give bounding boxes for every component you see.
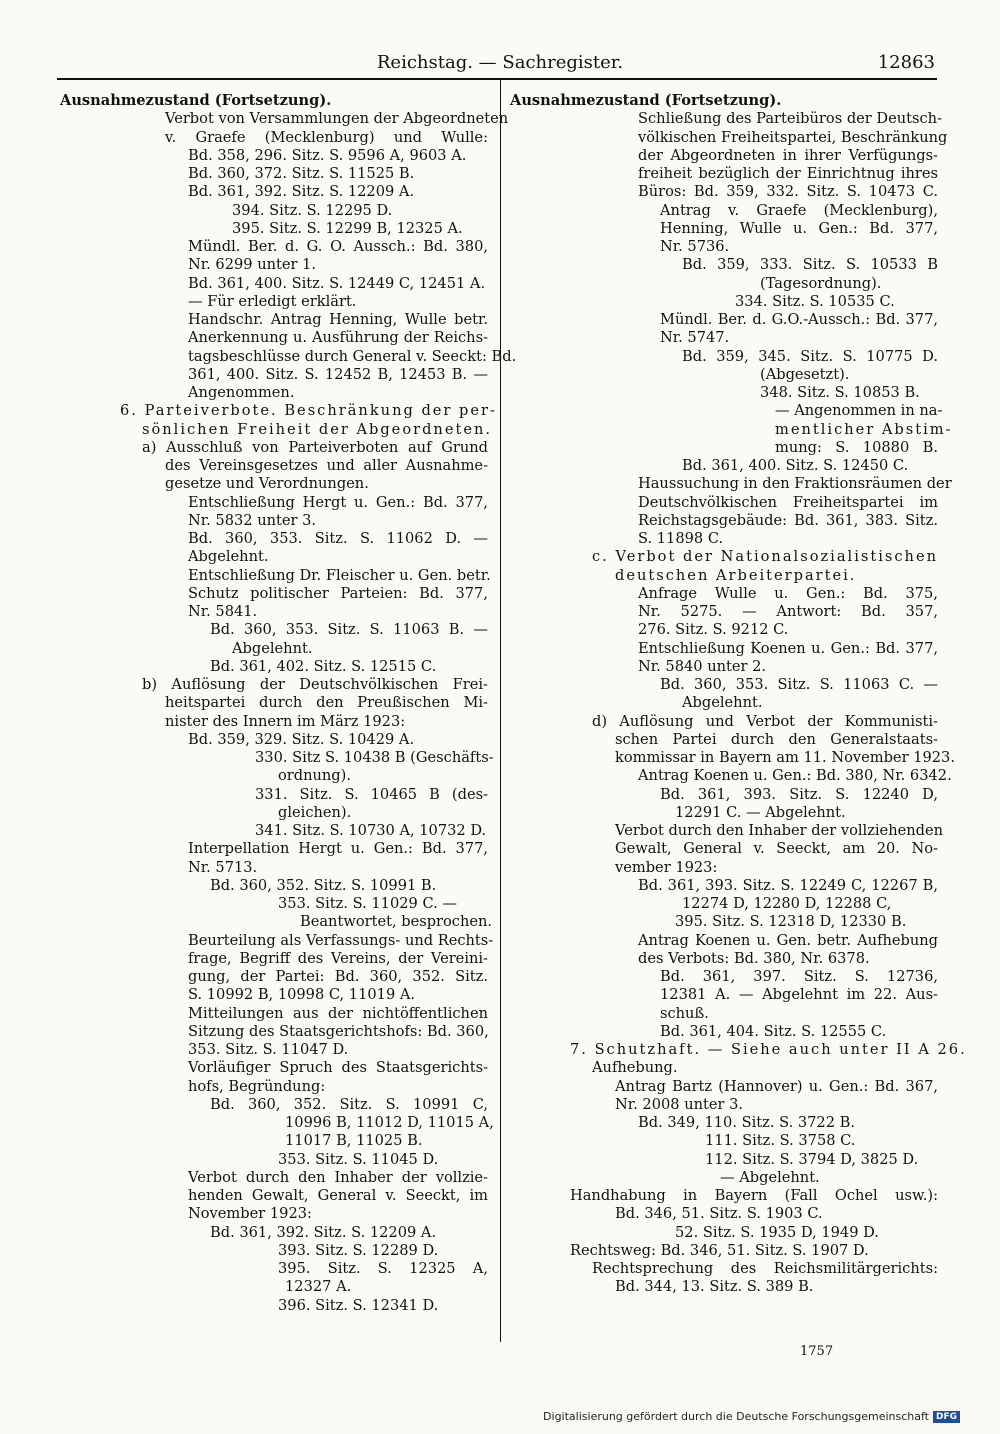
index-line: Bd. 361, 392. Sitz. S. 12209 A.	[188, 183, 415, 201]
index-line: 353. Sitz. S. 11045 D.	[278, 1150, 439, 1168]
index-line: 395. Sitz. S. 12325 A,	[278, 1260, 488, 1277]
index-line: Reichstagsgebäude: Bd. 361, 383. Sitz.	[638, 511, 938, 529]
index-line: Entschließung Dr. Fleischer u. Gen. betr.	[188, 566, 491, 584]
index-line: 396. Sitz. S. 12341 D.	[278, 1296, 439, 1314]
index-line: Bd. 359, 329. Sitz. S. 10429 A.	[188, 730, 415, 748]
index-line: Nr. 5840 unter 2.	[638, 657, 767, 675]
index-line: frage, Begriff des Vereins, der Vereini-	[188, 949, 488, 967]
digitization-credit	[543, 1410, 960, 1423]
index-line: 52. Sitz. S. 1935 D, 1949 D.	[675, 1223, 879, 1241]
index-line: Anerkennung u. Ausführung der Reichs-	[188, 329, 488, 347]
index-line: 10996 B, 11012 D, 11015 A,	[285, 1114, 494, 1131]
page-header	[0, 0, 1000, 76]
column-number: 1757	[800, 1344, 834, 1359]
index-line: 334. Sitz. S. 10535 C.	[735, 292, 895, 310]
index-line: Bd. 360, 352. Sitz. S. 10991 B.	[210, 876, 437, 894]
index-line: gung, der Partei: Bd. 360, 352. Sitz.	[188, 968, 488, 985]
index-line: — Für erledigt erklärt.	[188, 292, 357, 310]
index-line: nister des Innern im März 1923:	[165, 712, 406, 730]
index-line: Bd. 359, 333. Sitz. S. 10533 B	[682, 256, 938, 274]
index-line: 395. Sitz. S. 12318 D, 12330 B.	[675, 913, 907, 931]
index-line: Bd. 360, 353. Sitz. S. 11063 C. —	[660, 676, 938, 693]
index-line: Bd. 344, 13. Sitz. S. 389 B.	[615, 1278, 814, 1296]
index-line: 7. Schutzhaft. — Siehe auch unter II A 26.	[570, 1041, 967, 1058]
index-line: 11017 B, 11025 B.	[285, 1132, 423, 1150]
index-line: hofs, Begründung:	[188, 1077, 326, 1095]
index-line: 395. Sitz. S. 12299 B, 12325 A.	[232, 219, 463, 237]
index-line: S. 10992 B, 10998 C, 11019 A.	[188, 986, 416, 1004]
index-line: Antrag Koenen u. Gen.: Bd. 380, Nr. 6342.	[638, 767, 952, 785]
index-line: — Angenommen in na-	[775, 402, 943, 420]
index-line: Rechtsprechung des Reichsmilitärgerichts:	[592, 1260, 938, 1277]
index-line: 111. Sitz. S. 3758 C.	[705, 1132, 856, 1150]
index-line: 6. Parteiverbote. Beschränkung der per-	[120, 402, 497, 420]
index-line: Henning, Wulle u. Gen.: Bd. 377,	[660, 219, 938, 237]
index-line: a) Ausschluß von Parteiverboten auf Grund	[142, 438, 488, 456]
index-line: Bd. 360, 352. Sitz. S. 10991 C,	[210, 1095, 488, 1113]
index-line: mentlicher Abstim-	[775, 420, 953, 438]
index-line: Verbot durch den Inhaber der vollzie-	[188, 1168, 488, 1186]
index-line: Ausnahmezustand (Fortsetzung).	[60, 92, 332, 109]
header-rule	[57, 78, 937, 80]
index-line: Sitzung des Staatsgerichtshofs: Bd. 360,	[188, 1022, 489, 1040]
index-line: c. Verbot der Nationalsozialistischen	[592, 548, 938, 566]
index-line: Interpellation Hergt u. Gen.: Bd. 377,	[188, 840, 488, 858]
index-line: Mündl. Ber. d. G.O.-Aussch.: Bd. 377,	[660, 311, 938, 328]
index-line: heitspartei durch den Preußischen Mi-	[165, 694, 488, 712]
index-line: Büros: Bd. 359, 332. Sitz. S. 10473 C.	[638, 183, 938, 201]
index-line: November 1923:	[188, 1205, 312, 1223]
index-line: Bd. 361, 397. Sitz. S. 12736,	[660, 968, 938, 985]
index-line: Schließung des Parteibüros der Deutsch-	[638, 110, 943, 128]
index-line: (Abgesetzt).	[760, 365, 850, 383]
index-line: Antrag Koenen u. Gen. betr. Aufhebung	[638, 931, 938, 949]
index-line: Haussuchung in den Fraktionsräumen der	[638, 475, 952, 493]
index-line: Bd. 360, 372. Sitz. S. 11525 B.	[188, 165, 415, 182]
index-line: Verbot von Versammlungen der Abgeordneten	[165, 110, 509, 128]
index-line: 112. Sitz. S. 3794 D, 3825 D.	[705, 1150, 919, 1168]
index-line: S. 11898 C.	[638, 530, 724, 547]
index-line: d) Auflösung und Verbot der Kommunisti-	[592, 712, 938, 730]
index-line: 393. Sitz. S. 12289 D.	[278, 1241, 439, 1259]
index-line: schen Partei durch den Generalstaats-	[615, 730, 938, 748]
dfg-logo: DFG	[933, 1411, 960, 1423]
index-line: 331. Sitz. S. 10465 B (des-	[255, 785, 488, 803]
index-line: Angenommen.	[188, 384, 295, 401]
index-line: Beurteilung als Verfassungs- und Rechts-	[188, 931, 494, 949]
index-line: Bd. 359, 345. Sitz. S. 10775 D.	[682, 347, 938, 365]
index-line: mung: S. 10880 B.	[775, 438, 938, 456]
index-line: Rechtsweg: Bd. 346, 51. Sitz. S. 1907 D.	[570, 1241, 869, 1259]
index-line: — Abgelehnt.	[720, 1168, 820, 1186]
index-line: schuß.	[660, 1004, 709, 1022]
index-line: Aufhebung.	[592, 1059, 678, 1077]
index-line: 276. Sitz. S. 9212 C.	[638, 621, 789, 639]
index-line: 12274 D, 12280 D, 12288 C,	[682, 895, 892, 912]
index-line: Bd. 361, 400. Sitz. S. 12450 C.	[682, 457, 909, 474]
index-line: deutschen Arbeiterpartei.	[615, 566, 857, 584]
index-line: Bd. 361, 393. Sitz. S. 12240 D,	[660, 785, 938, 803]
index-line: gesetze und Verordnungen.	[165, 475, 369, 493]
index-line: Handhabung in Bayern (Fall Ochel usw.):	[570, 1187, 938, 1204]
index-line: Deutschvölkischen Freiheitspartei im	[638, 493, 938, 511]
index-line: des Vereinsgesetzes und aller Ausnahme-	[165, 457, 488, 474]
index-line: Abgelehnt.	[188, 548, 269, 566]
index-line: Nr. 5747.	[660, 329, 730, 347]
index-line: v. Graefe (Mecklenburg) und Wulle:	[165, 128, 488, 146]
index-line: völkischen Freiheitspartei, Beschränkung	[638, 128, 948, 146]
index-line: Bd. 360, 353. Sitz. S. 11063 B. —	[210, 621, 488, 639]
index-line: Nr. 5832 unter 3.	[188, 511, 317, 529]
index-line: der Abgeordneten in ihrer Verfügungs-	[638, 146, 938, 164]
index-line: Entschließung Koenen u. Gen.: Bd. 377,	[638, 639, 938, 657]
index-line: Mündl. Ber. d. G. O. Aussch.: Bd. 380,	[188, 238, 488, 255]
index-line: Nr. 2008 unter 3.	[615, 1095, 744, 1113]
index-line: Abgelehnt.	[682, 694, 763, 712]
column-divider	[500, 80, 501, 1342]
index-line: henden Gewalt, General v. Seeckt, im	[188, 1187, 488, 1204]
index-line: 353. Sitz. S. 11029 C. —	[278, 895, 457, 912]
index-line: Entschließung Hergt u. Gen.: Bd. 377,	[188, 493, 488, 511]
index-line: Anfrage Wulle u. Gen.: Bd. 375,	[638, 584, 938, 602]
index-line: Bd. 349, 110. Sitz. S. 3722 B.	[638, 1114, 856, 1131]
index-line: Beantwortet, besprochen.	[300, 913, 493, 931]
index-line: Verbot durch den Inhaber der vollziehenden	[615, 822, 944, 839]
index-line: ordnung).	[278, 767, 351, 785]
index-line: 12327 A.	[285, 1278, 352, 1296]
index-line: Vorläufiger Spruch des Staatsgerichts-	[188, 1059, 488, 1077]
index-line: Mitteilungen aus der nichtöffentlichen	[188, 1004, 488, 1022]
page-number: 12863	[877, 52, 935, 73]
index-line: vember 1923:	[615, 858, 718, 876]
index-line: Schutz politischer Parteien: Bd. 377,	[188, 584, 488, 602]
index-line: 341. Sitz. S. 10730 A, 10732 D.	[255, 822, 487, 839]
index-line: gleichen).	[278, 803, 352, 821]
index-line: 12381 A. — Abgelehnt im 22. Aus-	[660, 986, 938, 1004]
credit-text: Digitalisierung gefördert durch die Deutsche Forschungsgemeinschaft	[543, 1410, 929, 1423]
index-line: 348. Sitz. S. 10853 B.	[760, 384, 920, 401]
index-line: kommissar in Bayern am 11. November 1923.	[615, 749, 955, 766]
index-line: Nr. 6299 unter 1.	[188, 256, 317, 274]
index-line: (Tagesordnung).	[760, 274, 882, 292]
index-line: Bd. 361, 392. Sitz. S. 12209 A.	[210, 1223, 437, 1241]
index-line: Bd. 361, 393. Sitz. S. 12249 C, 12267 B,	[638, 876, 938, 894]
index-line: Nr. 5713.	[188, 858, 258, 876]
index-line: 361, 400. Sitz. S. 12452 B, 12453 B. —	[188, 365, 488, 383]
index-line: Bd. 361, 400. Sitz. S. 12449 C, 12451 A.	[188, 274, 486, 292]
index-line: des Verbots: Bd. 380, Nr. 6378.	[638, 949, 870, 967]
index-line: Abgelehnt.	[232, 639, 313, 657]
index-line: b) Auflösung der Deutschvölkischen Frei-	[142, 676, 488, 693]
index-line: 353. Sitz. S. 11047 D.	[188, 1041, 349, 1058]
index-line: Nr. 5275. — Antwort: Bd. 357,	[638, 603, 938, 620]
index-line: Bd. 346, 51. Sitz. S. 1903 C.	[615, 1205, 823, 1223]
index-line: Bd. 360, 353. Sitz. S. 11062 D. —	[188, 530, 488, 547]
index-line: Antrag v. Graefe (Mecklenburg),	[660, 201, 938, 219]
index-line: Antrag Bartz (Hannover) u. Gen.: Bd. 367,	[615, 1077, 938, 1095]
index-line: 12291 C. — Abgelehnt.	[675, 803, 846, 821]
index-line: Nr. 5841.	[188, 603, 258, 620]
index-line: Bd. 358, 296. Sitz. S. 9596 A, 9603 A.	[188, 146, 467, 164]
left-column	[60, 92, 517, 1315]
index-line: Nr. 5736.	[660, 238, 730, 255]
index-line: Gewalt, General v. Seeckt, am 20. No-	[615, 840, 938, 858]
index-line: tagsbeschlüsse durch General v. Seeckt: Bd.	[188, 347, 517, 365]
running-title: Reichstag. — Sachregister.	[376, 52, 624, 73]
index-line: Handschr. Antrag Henning, Wulle betr.	[188, 311, 488, 328]
index-line: Ausnahmezustand (Fortsetzung).	[510, 92, 782, 109]
index-line: Bd. 361, 402. Sitz. S. 12515 C.	[210, 657, 437, 675]
index-line: freiheit bezüglich der Einrichtnug ihres	[638, 165, 938, 182]
index-line: Bd. 361, 404. Sitz. S. 12555 C.	[660, 1022, 887, 1040]
right-column	[510, 92, 967, 1297]
index-line: sönlichen Freiheit der Abgeordneten.	[142, 420, 493, 438]
index-line: 330. Sitz S. 10438 B (Geschäfts-	[255, 749, 494, 766]
index-line: 394. Sitz. S. 12295 D.	[232, 201, 393, 219]
